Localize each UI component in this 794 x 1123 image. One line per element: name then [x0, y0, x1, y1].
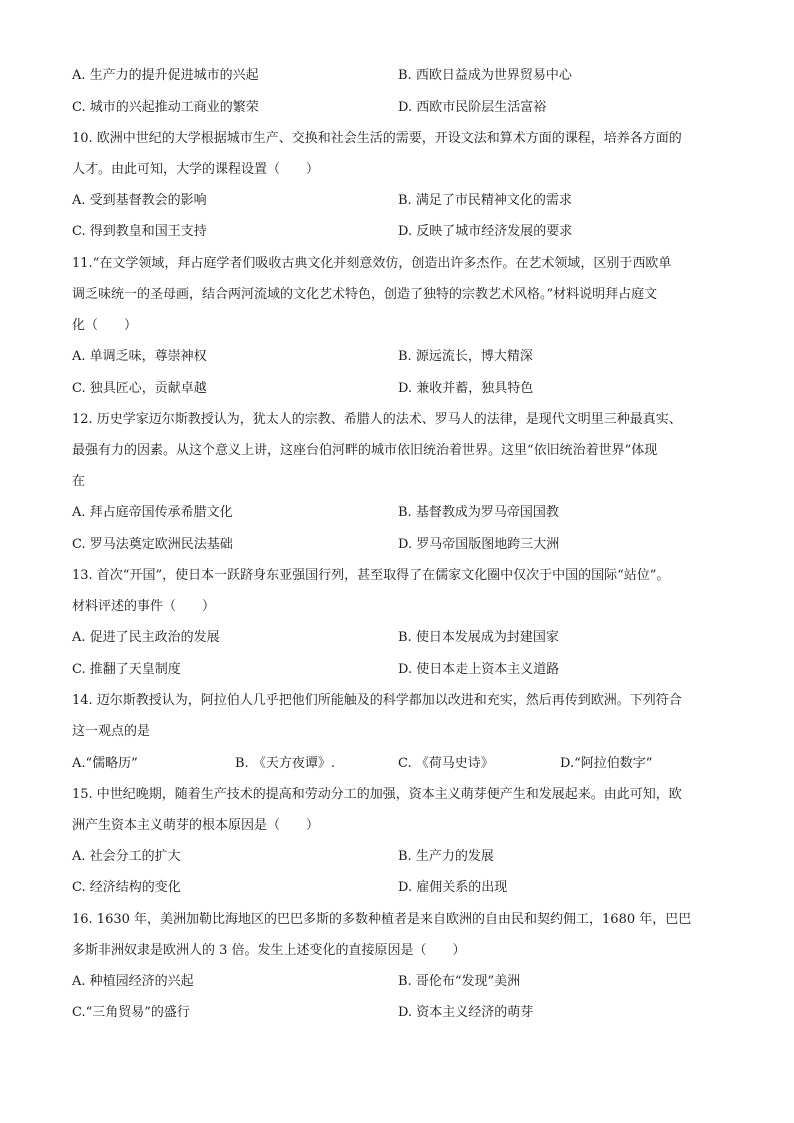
q15-option-d: D. 雇佣关系的出现 [398, 880, 508, 895]
q11-option-b: B. 源远流长，博大精深 [398, 349, 533, 364]
q12-option-d: D. 罗马帝国版图地跨三大洲 [398, 537, 560, 552]
q15-stem-line2: 洲产生资本主义萌芽的根本原因是（ ） [72, 818, 320, 833]
q10-option-a: A. 受到基督教会的影响 [72, 193, 207, 208]
q14-option-c: C. 《荷马史诗》 [398, 756, 494, 771]
q10-option-c: C. 得到教皇和国王支持 [72, 224, 207, 239]
q14-option-d: D.“阿拉伯数字” [560, 756, 653, 771]
q11-stem-line3: 化（ ） [72, 318, 138, 333]
q16-option-c: C.“三角贸易”的盛行 [72, 1005, 190, 1020]
q16-option-d: D. 资本主义经济的萌芽 [398, 1005, 534, 1020]
q12-option-c: C. 罗马法奠定欧洲民法基础 [72, 537, 233, 552]
q11-stem-line1: 11.“在文学领域，拜占庭学者们吸收古典文化并刻意效仿，创造出许多杰作。在艺术领域，区别于西欧单 [72, 256, 672, 271]
q13-option-a: A. 促进了民主政治的发展 [72, 630, 220, 645]
q12-stem-line2: 最强有力的因素。从这个意义上讲，这座台伯河畔的城市依旧统治着世界。这里“依旧统治着世界”体现 [72, 443, 658, 458]
q9-option-c: C. 城市的兴起推动工商业的繁荣 [72, 100, 259, 115]
q9-option-b: B. 西欧日益成为世界贸易中心 [398, 68, 572, 83]
q10-option-b: B. 满足了市民精神文化的需求 [398, 193, 572, 208]
q13-option-b: B. 使日本发展成为封建国家 [398, 630, 559, 645]
q14-stem-line2: 这一观点的是 [72, 724, 151, 739]
q12-stem-line3: 在 [72, 474, 86, 489]
q13-option-d: D. 使日本走上资本主义道路 [398, 662, 560, 677]
q15-stem-line1: 15. 中世纪晚期，随着生产技术的提高和劳动分工的加强，资本主义萌芽便产生和发展起来。由此可知，欧 [72, 787, 682, 802]
q12-stem-line1: 12. 历史学家迈尔斯教授认为，犹太人的宗教、希腊人的法术、罗马人的法律，是现代文明里三种最真实、 [72, 412, 682, 427]
q16-option-a: A. 种植园经济的兴起 [72, 974, 194, 989]
q13-option-c: C. 推翻了天皇制度 [72, 662, 181, 677]
q9-option-d: D. 西欧市民阶层生活富裕 [398, 100, 547, 115]
q13-stem-line1: 13. 首次“开国”，使日本一跃跻身东亚强国行列，甚至取得了在儒家文化圈中仅次于中国的国际“站位”。 [72, 568, 670, 583]
q10-stem-line1: 10. 欧洲中世纪的大学根据城市生产、交换和社会生活的需要，开设文法和算术方面的课程，培养各方面的 [72, 131, 682, 146]
q14-option-a: A.“儒略历” [72, 756, 138, 771]
q11-option-c: C. 独具匠心，贡献卓越 [72, 381, 207, 396]
q14-option-b: B. 《天方夜谭》. [235, 756, 335, 771]
q12-option-a: A. 拜占庭帝国传承希腊文化 [72, 505, 233, 520]
q15-option-b: B. 生产力的发展 [398, 849, 494, 864]
q11-option-d: D. 兼收并蓄，独具特色 [398, 381, 534, 396]
q10-option-d: D. 反映了城市经济发展的要求 [398, 224, 573, 239]
q11-option-a: A. 单调乏味，尊崇神权 [72, 349, 207, 364]
q14-stem-line1: 14. 迈尔斯教授认为，阿拉伯人几乎把他们所能触及的科学都加以改进和充实，然后再传到欧洲。下列符合 [72, 693, 682, 708]
q16-stem-line1: 16. 1630 年，美洲加勒比海地区的巴巴多斯的多数种植者是来自欧洲的自由民和契约佣工，1680 年，巴巴 [72, 912, 692, 927]
q15-option-c: C. 经济结构的变化 [72, 880, 181, 895]
q13-stem-line2: 材料评述的事件（ ） [72, 599, 216, 614]
q9-option-a: A. 生产力的提升促进城市的兴起 [72, 68, 259, 83]
q10-stem-line2: 人才。由此可知，大学的课程设置（ ） [72, 162, 320, 177]
q15-option-a: A. 社会分工的扩大 [72, 849, 181, 864]
q11-stem-line2: 调乏味统一的圣母画，结合两河流域的文化艺术特色，创造了独特的宗教艺术风格。”材料说明拜占庭文 [72, 287, 658, 302]
q12-option-b: B. 基督教成为罗马帝国国教 [398, 505, 559, 520]
q16-stem-line2: 多斯非洲奴隶是欧洲人的 3 倍。发生上述变化的直接原因是（ ） [72, 943, 466, 958]
q16-option-b: B. 哥伦布“发现”美洲 [398, 974, 521, 989]
